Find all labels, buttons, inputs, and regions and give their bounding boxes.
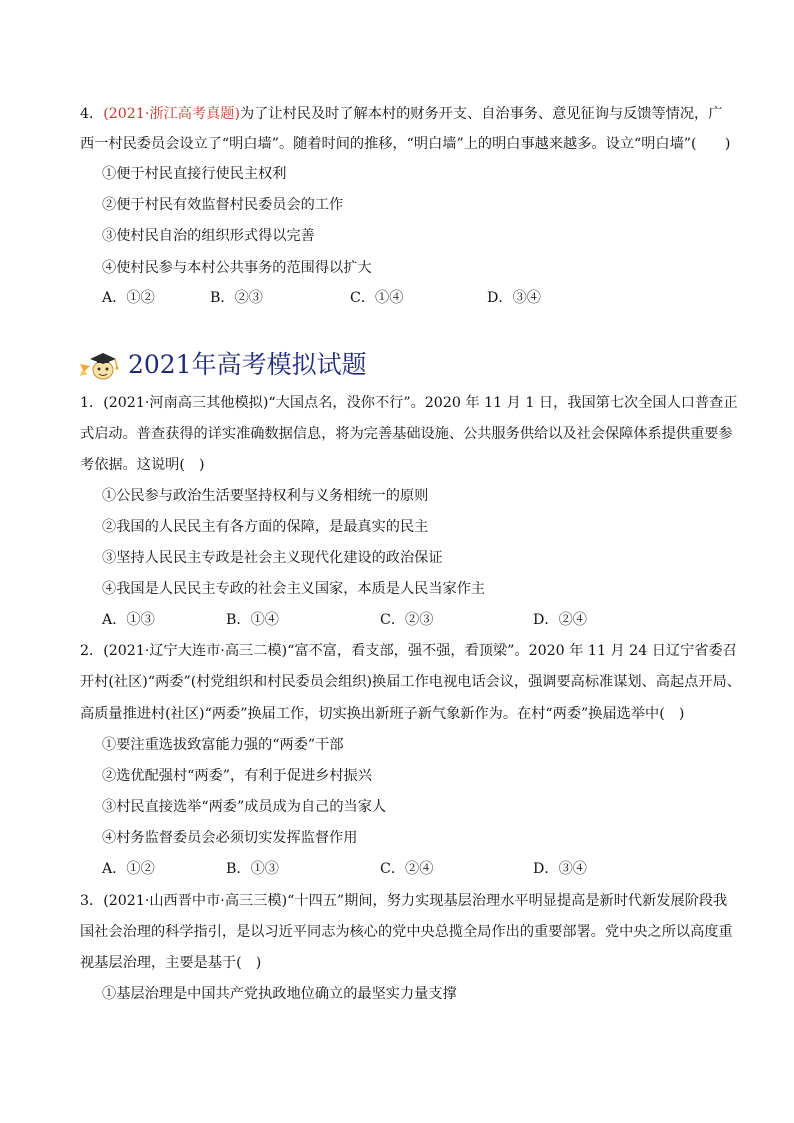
option-d: D．③④ bbox=[533, 861, 587, 877]
question-3-line-1: 3．(2021·山西晋中市·高三三模)“十四五”期间，努力实现基层治理水平明显提高是新时代新发展阶段我 bbox=[80, 893, 728, 909]
statement-4: ④使村民参与本村公共事务的范围得以扩大 bbox=[102, 260, 372, 276]
option-a: A．①② bbox=[102, 861, 155, 877]
question-3-line-3: 视基层治理，主要是基于( ) bbox=[80, 955, 262, 971]
statement-4: ④我国是人民民主专政的社会主义国家，本质是人民当家作主 bbox=[102, 581, 486, 597]
question-2-line-3: 高质量推进村(社区)“两委”换届工作，切实换出新班子新气象新作为。在村“两委”换届选举中( ) bbox=[80, 706, 685, 722]
option-c: C．②④ bbox=[380, 861, 434, 877]
statement-3: ③村民直接选举“两委”成员成为自己的当家人 bbox=[102, 799, 387, 815]
question-1-line-1: 1．(2021·河南高三其他模拟)“大国点名，没你不行”。2020 年 11 月 1 日，我国第七次全国人口普查正 bbox=[80, 395, 738, 411]
question-2-line-1: 2．(2021·辽宁大连市·高三二模)“富不富，看支部，强不强，看顶梁”。2020 年 11 月 24 日辽宁省委召 bbox=[80, 643, 737, 659]
option-b: B．②③ bbox=[210, 290, 263, 306]
question-text: 为了让村民及时了解本村的财务开支、自治事务、意见征询与反馈等情况，广 bbox=[240, 106, 723, 122]
statement-2: ②我国的人民民主有各方面的保障，是最真实的民主 bbox=[102, 519, 429, 535]
statement-1: ①便于村民直接行使民主权利 bbox=[102, 166, 287, 182]
question-source: (2021·浙江高考真题) bbox=[103, 106, 241, 122]
question-1-line-3: 考依据。这说明( ) bbox=[80, 457, 205, 473]
statement-3: ③坚持人民民主专政是社会主义现代化建设的政治保证 bbox=[102, 550, 443, 566]
graduation-cap-icon bbox=[76, 348, 122, 382]
question-3-line-2: 国社会治理的科学指引，是以习近平同志为核心的党中央总揽全局作出的重要部署。党中央之所以高度重 bbox=[80, 924, 733, 940]
statement-1: ①公民参与政治生活要坚持权利与义务相统一的原则 bbox=[102, 488, 429, 504]
statement-2: ②便于村民有效监督村民委员会的工作 bbox=[102, 197, 344, 213]
option-a: A．①② bbox=[102, 290, 155, 306]
statement-3: ③使村民自治的组织形式得以完善 bbox=[102, 228, 315, 244]
option-d: D．③④ bbox=[487, 290, 541, 306]
question-2-line-2: 开村(社区)“两委”(村党组织和村民委员会组织)换届工作电视电话会议，强调要高标准谋划、高起点开局、 bbox=[80, 674, 741, 690]
question-number: 4． bbox=[80, 106, 104, 122]
question-4-line-2: 西一村民委员会设立了“明白墙”。随着时间的推移，“明白墙”上的明白事越来越多。设立“明白墙”( ) bbox=[80, 136, 731, 152]
statement-2: ②选优配强村“两委”，有利于促进乡村振兴 bbox=[102, 768, 372, 784]
option-b: B．①③ bbox=[226, 861, 279, 877]
statement-1: ①基层治理是中国共产党执政地位确立的最坚实力量支撑 bbox=[102, 986, 457, 1002]
option-a: A．①③ bbox=[102, 612, 155, 628]
option-c: C．②③ bbox=[380, 612, 434, 628]
option-d: D．②④ bbox=[533, 612, 587, 628]
option-b: B．①④ bbox=[226, 612, 279, 628]
statement-1: ①要注重选拔致富能力强的“两委”干部 bbox=[102, 737, 344, 753]
section-title: 2021年高考模拟试题 bbox=[128, 350, 367, 379]
statement-4: ④村务监督委员会必须切实发挥监督作用 bbox=[102, 830, 358, 846]
section-header bbox=[76, 348, 476, 384]
option-c: C．①④ bbox=[350, 290, 404, 306]
question-4-line-1 bbox=[80, 104, 723, 124]
question-1-line-2: 式启动。普查获得的详实准确数据信息，将为完善基础设施、公共服务供给以及社会保障体系提供重要参 bbox=[80, 426, 733, 442]
